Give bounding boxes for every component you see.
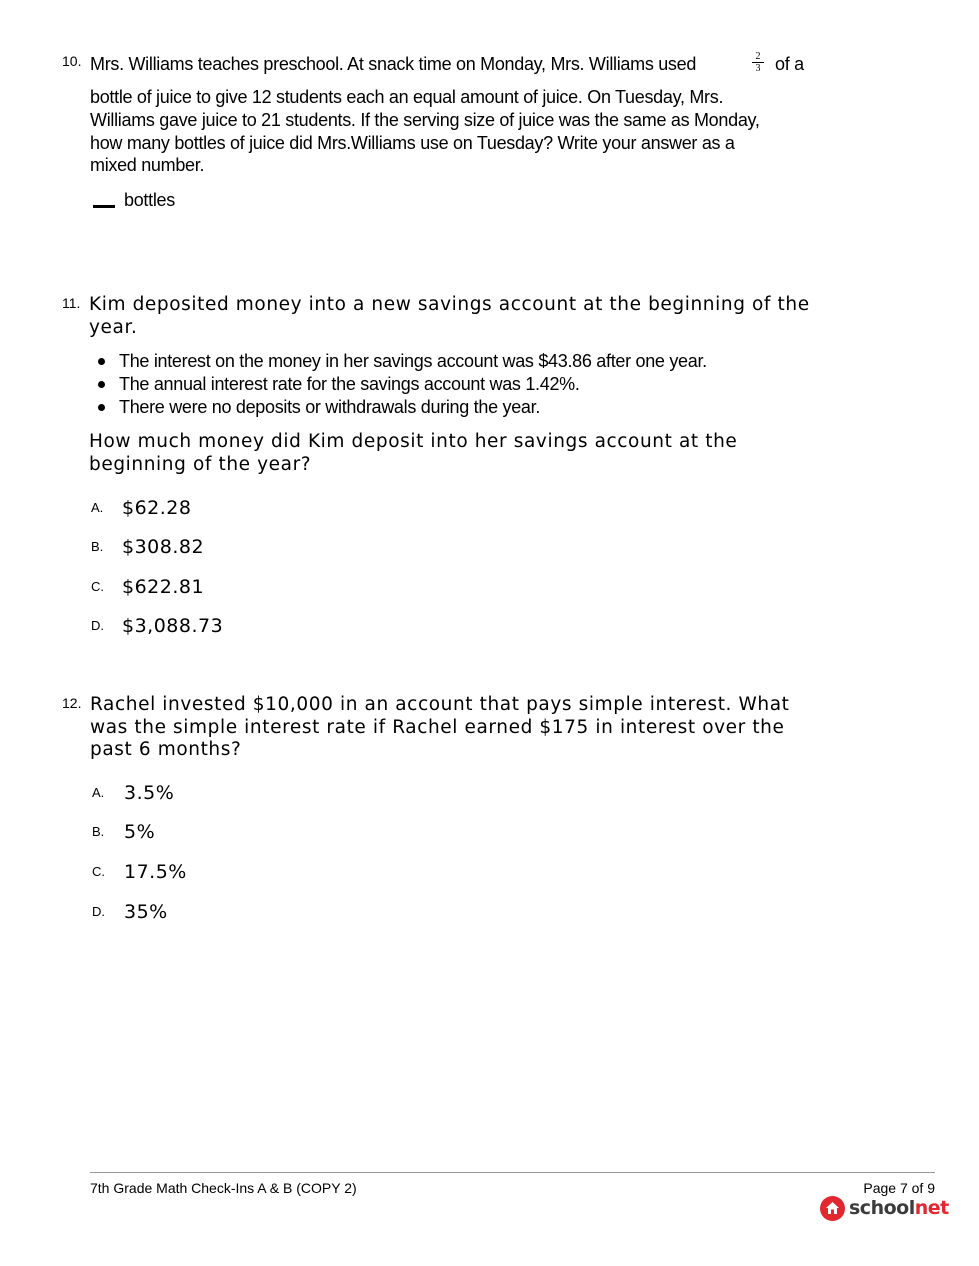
schoolnet-logo bbox=[820, 1194, 949, 1222]
option-letter: D. bbox=[92, 904, 105, 919]
question-10-line-1-end: of a bbox=[775, 54, 804, 74]
question-12-line-3: past 6 months? bbox=[90, 739, 242, 760]
footer-divider bbox=[90, 1172, 935, 1173]
question-11-prompt-line-2: beginning of the year? bbox=[89, 454, 312, 475]
footer-title: 7th Grade Math Check-Ins A & B (COPY 2) bbox=[90, 1180, 357, 1196]
answer-unit-label: bottles bbox=[124, 190, 175, 210]
bullet-item bbox=[96, 373, 707, 396]
option-text: $622.81 bbox=[122, 576, 205, 598]
fraction-numerator: 2 bbox=[752, 51, 764, 63]
question-11-number: 11. bbox=[62, 295, 81, 311]
question-10-line-4: how many bottles of juice did Mrs.Williams use on Tuesday? Write your answer as a bbox=[90, 133, 735, 153]
option-letter: A. bbox=[92, 785, 105, 800]
question-12-line-1: Rachel invested $10,000 in an account that pays simple interest. What bbox=[90, 694, 790, 715]
question-11-prompt-line-1: How much money did Kim deposit into her savings account at the bbox=[89, 431, 738, 452]
answer-blank[interactable] bbox=[93, 205, 115, 208]
option-letter: B. bbox=[91, 539, 104, 554]
bullet-item bbox=[96, 350, 707, 373]
logo-wordmark bbox=[849, 1197, 949, 1219]
question-12-number: 12. bbox=[62, 695, 82, 711]
option-text: 35% bbox=[124, 901, 168, 923]
fraction-denominator: 3 bbox=[755, 63, 761, 74]
bullet-icon bbox=[98, 358, 105, 365]
bullet-text: There were no deposits or withdrawals during the year. bbox=[119, 397, 541, 417]
question-11-line-2: year. bbox=[89, 317, 138, 338]
option-letter: A. bbox=[91, 500, 104, 515]
logo-text-net: net bbox=[914, 1197, 949, 1219]
option-text: 5% bbox=[124, 821, 156, 843]
bullet-item bbox=[96, 396, 707, 419]
option-letter: C. bbox=[91, 579, 104, 594]
bullet-icon bbox=[98, 404, 105, 411]
question-10-number: 10. bbox=[62, 53, 82, 69]
house-icon bbox=[820, 1196, 845, 1221]
option-letter: C. bbox=[92, 864, 105, 879]
logo-text-school: school bbox=[849, 1197, 915, 1219]
page-number: Page 7 of 9 bbox=[863, 1180, 935, 1196]
bullet-text: The interest on the money in her savings account was $43.86 after one year. bbox=[119, 351, 707, 371]
option-text: $62.28 bbox=[122, 497, 192, 519]
fraction-two-thirds bbox=[752, 51, 764, 74]
question-10-line-3: Williams gave juice to 21 students. If the serving size of juice was the same as Monday, bbox=[90, 110, 760, 130]
option-text: 17.5% bbox=[124, 861, 187, 883]
question-10-line-5: mixed number. bbox=[90, 155, 205, 175]
question-10-line-2: bottle of juice to give 12 students each an equal amount of juice. On Tuesday, Mrs. bbox=[90, 87, 724, 107]
bullet-icon bbox=[98, 381, 105, 388]
option-letter: D. bbox=[91, 618, 104, 633]
question-12-line-2: was the simple interest rate if Rachel earned $175 in interest over the bbox=[90, 717, 785, 738]
option-letter: B. bbox=[92, 824, 105, 839]
question-10-line-1: Mrs. Williams teaches preschool. At snack time on Monday, Mrs. Williams used bbox=[90, 54, 697, 74]
option-text: $308.82 bbox=[122, 536, 205, 558]
bullet-text: The annual interest rate for the savings account was 1.42%. bbox=[119, 374, 580, 394]
question-11-line-1: Kim deposited money into a new savings account at the beginning of the bbox=[89, 294, 810, 315]
option-text: 3.5% bbox=[124, 782, 175, 804]
question-11-bullet-list bbox=[96, 350, 707, 419]
option-text: $3,088.73 bbox=[122, 615, 224, 637]
